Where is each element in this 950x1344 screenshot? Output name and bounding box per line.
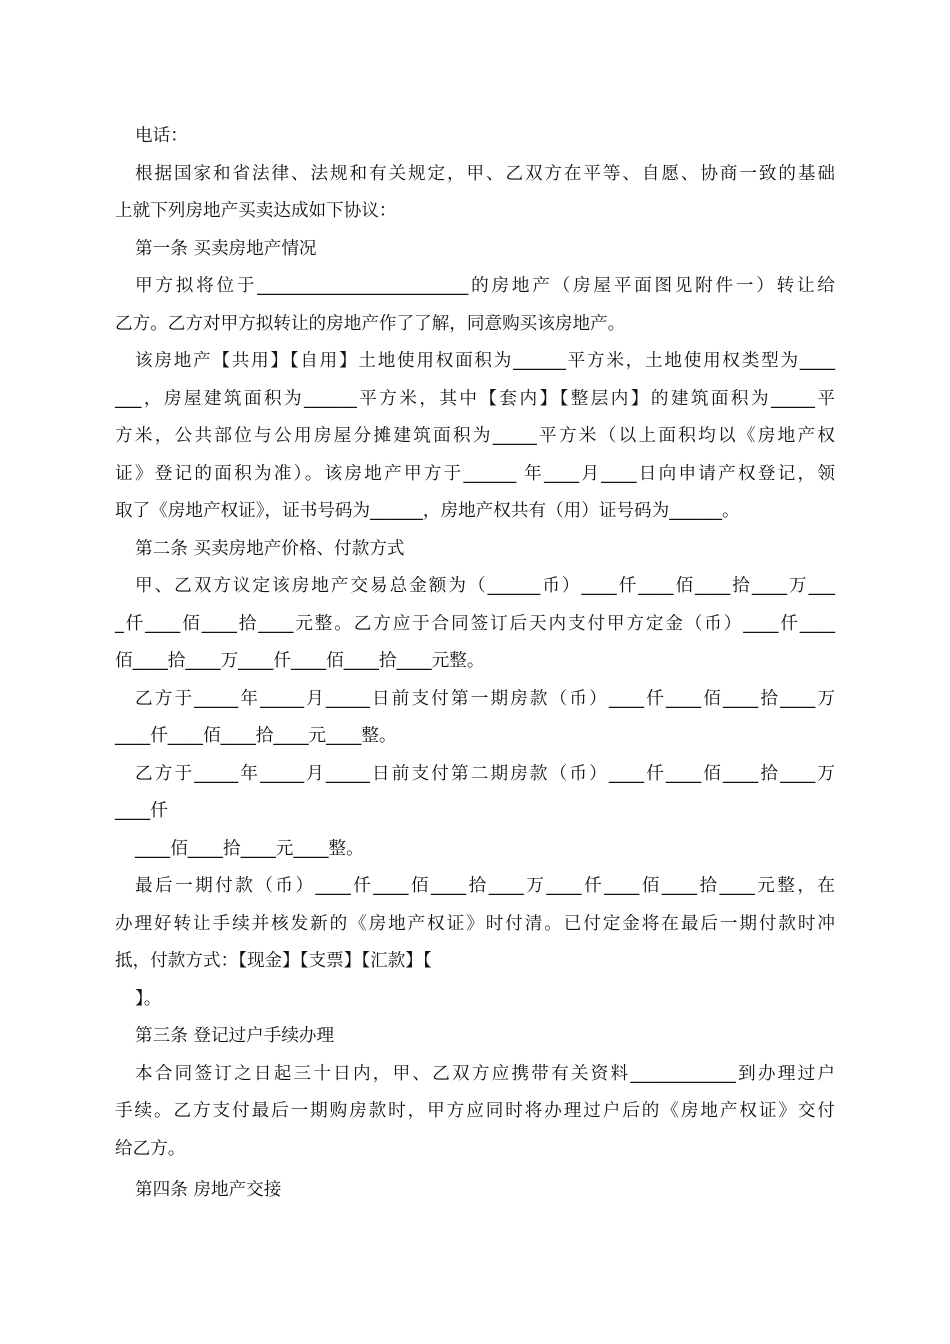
paragraph-line: ____仟	[115, 801, 168, 821]
paragraph-line: 证》登记的面积为准）。该房地产甲方于______ 年____月____日向申请产权登记，领	[115, 463, 835, 484]
paragraph-line: 】。	[135, 988, 162, 1009]
paragraph-line: 手续。乙方支付最后一期购房款时，甲方应同时将办理过户后的《房地产权证》交付	[115, 1101, 835, 1121]
paragraph-line: _仟____佰____拾____元整。乙方应于合同签订后天内支付甲方定金（币）____仟____	[115, 613, 835, 634]
phone-label: 电话：	[135, 126, 188, 146]
paragraph-line: 给乙方。	[115, 1138, 186, 1159]
paragraph-line: 乙方于_____年_____月_____日前支付第一期房款（币）____仟____佰____拾____万	[135, 688, 835, 709]
article-1-title: 第一条 买卖房地产情况	[135, 238, 317, 259]
article-2-title: 第二条 买卖房地产价格、付款方式	[135, 538, 405, 559]
paragraph-line: ___，房屋建筑面积为______平方米，其中【套内】【整层内】的建筑面积为_____平	[115, 388, 835, 409]
paragraph-line: 佰____拾____万____仟____佰____拾____元整。	[115, 651, 485, 671]
paragraph-line: 本合同签订之日起三十日内，甲、乙双方应携带有关资料____________到办理过户	[135, 1063, 835, 1084]
paragraph-line: 最后一期付款（币）____仟____佰____拾____万____仟____佰____拾____元整，在	[135, 876, 835, 896]
paragraph-line: 抵，付款方式：【现金】【支票】【汇款】【	[115, 951, 432, 971]
paragraph-line: 根据国家和省法律、法规和有关规定，甲、乙双方在平等、自愿、协商一致的基础	[135, 163, 835, 184]
article-3-title: 第三条 登记过户手续办理	[135, 1026, 335, 1046]
paragraph-line: 办理好转让手续并核发新的《房地产权证》时付清。已付定金将在最后一期付款时冲	[115, 913, 835, 934]
paragraph-line: ____佰____拾____元____整。	[135, 838, 364, 859]
article-4-title: 第四条 房地产交接	[135, 1180, 282, 1200]
contract-page	[115, 118, 835, 1210]
paragraph-line: 该房地产【共用】【自用】土地使用权面积为______平方米，土地使用权类型为____	[135, 351, 835, 371]
paragraph-line: ____仟____佰____拾____元____整。	[115, 726, 397, 746]
paragraph-line: 乙方于_____年_____月_____日前支付第二期房款（币）____仟____佰____拾____万	[135, 763, 835, 784]
paragraph-line: 上就下列房地产买卖达成如下协议：	[115, 201, 397, 221]
paragraph-line: 甲方拟将位于________________________的房地产（房屋平面图见附件一）转让给	[135, 276, 835, 296]
paragraph-line: 甲、乙双方议定该房地产交易总金额为（______币）____仟____佰____拾____万___	[135, 576, 835, 596]
paragraph-line: 取了《房地产权证》，证书号码为______，房地产权共有（用）证号码为______。	[115, 501, 740, 521]
paragraph-line: 方米，公共部位与公用房屋分摊建筑面积为_____平方米（以上面积均以《房地产权	[115, 426, 835, 446]
paragraph-line: 乙方。乙方对甲方拟转让的房地产作了了解，同意购买该房地产。	[115, 313, 626, 334]
